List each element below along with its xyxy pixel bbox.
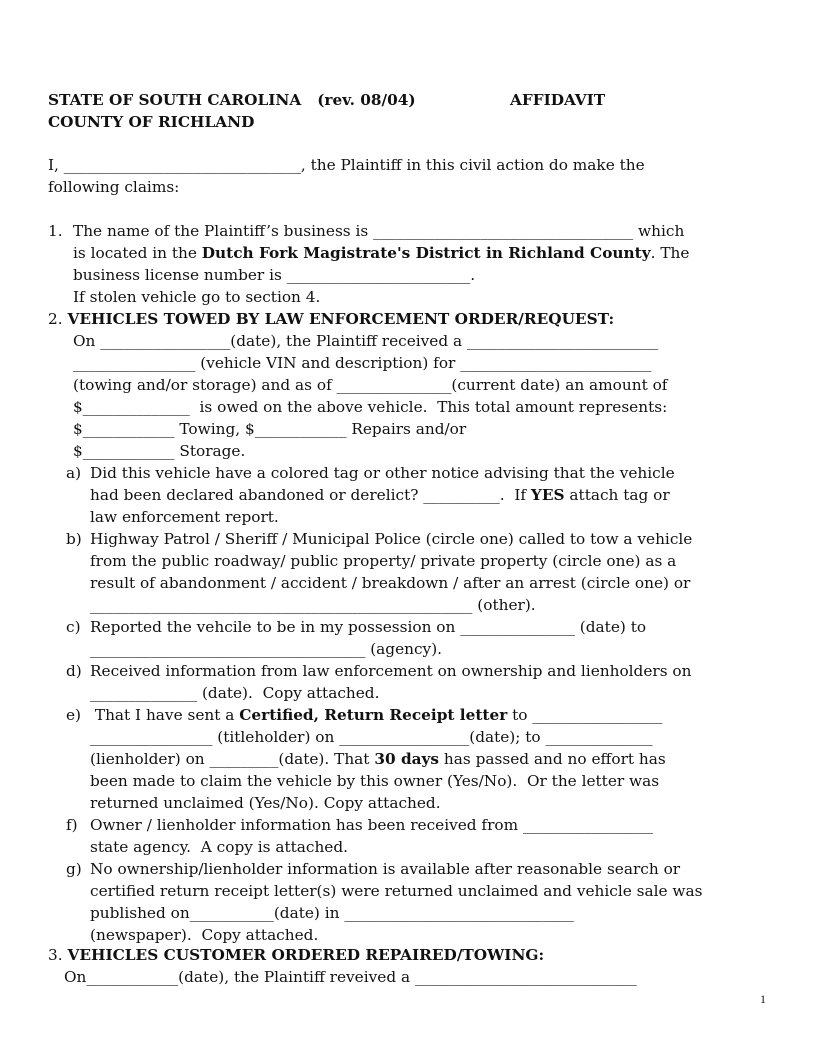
- section-number: 1.: [48, 222, 63, 240]
- district-name: Dutch Fork Magistrate's District in Richland County: [201, 244, 651, 262]
- intro-line: I, _______________________________, the Plaintiff in this civil action do make the: [48, 156, 645, 174]
- item-label: b): [66, 530, 82, 548]
- item-c-line: ____________________________________ (agency).: [90, 640, 443, 658]
- yes-emphasis: YES: [530, 486, 565, 504]
- section-1-line: If stolen vehicle go to section 4.: [73, 288, 321, 306]
- item-c-line: Reported the vehcile to be in my possession on _______________ (date) to: [90, 618, 647, 636]
- section-2-line: $____________ Storage.: [73, 442, 246, 460]
- section-3-line: On____________(date), the Plaintiff reveived a _____________________________: [64, 968, 637, 986]
- text: . The: [650, 244, 690, 262]
- section-2-line: $______________ is owed on the above vehicle. This total amount represents:: [73, 398, 668, 416]
- document-type: AFFIDAVIT: [510, 91, 606, 109]
- item-f-line: Owner / lienholder information has been received from _________________: [90, 816, 654, 834]
- item-b-line: result of abandonment / accident / breakdown / after an arrest (circle one) or: [90, 574, 691, 592]
- item-d-line: ______________ (date). Copy attached.: [90, 684, 380, 702]
- item-label: d): [66, 662, 82, 680]
- item-g-line: certified return receipt letter(s) were returned unclaimed and vehicle sale was: [90, 882, 703, 900]
- section-title: VEHICLES TOWED BY LAW ENFORCEMENT ORDER/REQUEST:: [67, 310, 615, 328]
- section-2-line: On _________________(date), the Plaintiff received a _________________________: [73, 332, 659, 350]
- text: (lienholder) on _________(date). That: [90, 750, 375, 768]
- item-e-line: [90, 704, 662, 726]
- item-label: g): [66, 860, 82, 878]
- section-2-line: ________________ (vehicle VIN and description) for _________________________: [73, 354, 652, 372]
- item-label: f): [66, 816, 78, 834]
- item-e-line: been made to claim the vehicle by this owner (Yes/No). Or the letter was: [90, 772, 660, 790]
- item-a-line: [90, 484, 670, 506]
- text: attach tag or: [564, 486, 670, 504]
- section-2-line: (towing and/or storage) and as of _______________(current date) an amount of: [73, 376, 668, 394]
- section-number: 3.: [48, 946, 68, 964]
- intro-line: following claims:: [48, 178, 180, 196]
- letter-emphasis: Certified, Return Receipt letter: [239, 706, 508, 724]
- section-1-line: [73, 242, 689, 264]
- item-a-line: Did this vehicle have a colored tag or other notice advising that the vehicle: [90, 464, 675, 482]
- text: had been declared abandoned or derelict? __________. If: [90, 486, 531, 504]
- section-1-line: business license number is ________________________.: [73, 266, 476, 284]
- item-e-line: [90, 748, 666, 770]
- section-3-heading: [48, 944, 544, 966]
- text: to _________________: [507, 706, 663, 724]
- item-b-line: from the public roadway/ public property/ private property (circle one) as a: [90, 552, 677, 570]
- item-d-line: Received information from law enforcement on ownership and lienholders on: [90, 662, 692, 680]
- page-number: 1: [760, 992, 766, 1006]
- section-1-line: The name of the Plaintiff’s business is __________________________________ which: [73, 222, 685, 240]
- text: That I have sent a: [90, 706, 240, 724]
- section-title: VEHICLES CUSTOMER ORDERED REPAIRED/TOWING:: [67, 946, 545, 964]
- item-label: a): [66, 464, 82, 482]
- text: is located in the: [73, 244, 202, 262]
- item-f-line: state agency. A copy is attached.: [90, 838, 349, 856]
- item-label: e): [66, 706, 82, 724]
- section-number: 2.: [48, 310, 68, 328]
- state-heading: STATE OF SOUTH CAROLINA (rev. 08/04): [48, 91, 416, 109]
- days-emphasis: 30 days: [374, 750, 440, 768]
- text: has passed and no effort has: [439, 750, 666, 768]
- section-2-line: $____________ Towing, $____________ Repairs and/or: [73, 420, 467, 438]
- item-g-line: (newspaper). Copy attached.: [90, 926, 319, 944]
- section-2-heading: [48, 308, 614, 330]
- item-g-line: published on___________(date) in ______________________________: [90, 904, 574, 922]
- item-a-line: law enforcement report.: [90, 508, 279, 526]
- item-label: c): [66, 618, 81, 636]
- item-e-line: returned unclaimed (Yes/No). Copy attached.: [90, 794, 441, 812]
- item-g-line: No ownership/lienholder information is available after reasonable search or: [90, 860, 681, 878]
- county-heading: COUNTY OF RICHLAND: [48, 113, 255, 131]
- item-b-line: __________________________________________________ (other).: [90, 596, 536, 614]
- item-e-line: ________________ (titleholder) on _________________(date); to ______________: [90, 728, 653, 746]
- item-b-line: Highway Patrol / Sheriff / Municipal Police (circle one) called to tow a vehicle: [90, 530, 693, 548]
